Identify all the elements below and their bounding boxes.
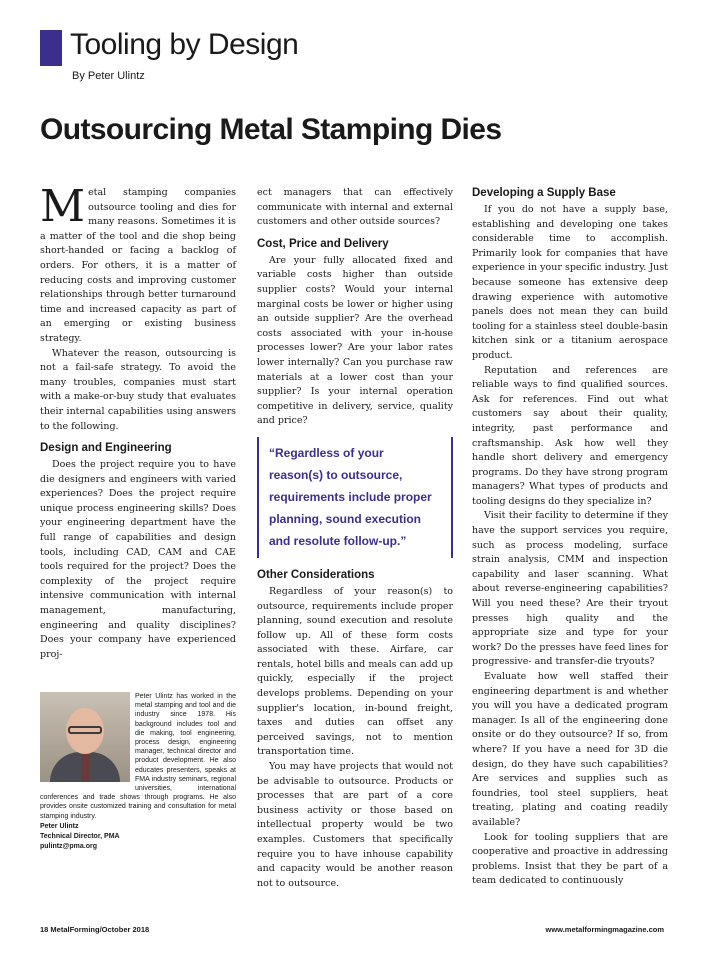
paragraph: Reputation and references are reliable ways to find qualified sources. Ask for references. Find out what customers say about their quality, integrity, past performance and craftsmanship. Ask how well they handle short delivery and emergency programs. Do they have strong program managers? What types of products and tooling designs do they specialize in? bbox=[472, 364, 668, 507]
column-2 bbox=[257, 186, 453, 891]
paragraph: Visit their facility to determine if they have the support services you require, such as process modeling, surface strain analysis, CMM and inspection capability and laser scanning. What about reverse-engineering capabilities? Will you need these? Are their tryout presses high quality and the appropriate size and type for your work? Do the presses have feed lines for progressive- and transfer-die tryouts? bbox=[472, 510, 668, 668]
page-footer-right[interactable]: www.metalformingmagazine.com bbox=[545, 925, 664, 934]
paragraph: Look for tooling suppliers that are cooperative and proactive in addressing problems. Insist that they be part of a team dedicated to continuously bbox=[472, 831, 668, 887]
author-photo bbox=[40, 692, 130, 782]
article-headline: Outsourcing Metal Stamping Dies bbox=[40, 113, 502, 146]
subhead-design-engineering: Design and Engineering bbox=[40, 442, 172, 455]
pull-quote: “Regardless of your reason(s) to outsource, requirements include proper planning, sound execution and resolute follow-up.” bbox=[257, 437, 453, 558]
subhead-supply-base: Developing a Supply Base bbox=[472, 187, 616, 199]
header-accent-bar bbox=[40, 30, 62, 66]
author-bio: Peter Ulintz has worked in the metal stamping and tool and die industry since 1978. His background includes tool and die making, tool engineering, process design, engineering manager, technical director and product development. He also educates presenters, speaks at FMA industry seminars, regional universities, international conferences and trade shows through programs. He also provides onsite customized training and consultation for metal stamping industry. bbox=[40, 693, 236, 820]
drop-cap: M bbox=[40, 181, 86, 232]
section-header bbox=[40, 30, 660, 66]
paragraph: You may have projects that would not be advisable to outsource. Products or processes that are part of a core business activity or those based on intellectual property would be two examples. Customers that specifically require you to have inhouse capability and capacity would be another reason not to outsource. bbox=[257, 761, 453, 889]
paragraph: Regardless of your reason(s) to outsource, requirements include proper planning, sound execution and resolute follow up. All of these form costs associated with these. Airfare, car rentals, hotel bills and meals can add up quickly, especially if the project develops problems. Depending on your supplier's location, in-bound freight, taxes and duties can offset any perceived savings, not to mention transportation time. bbox=[257, 585, 453, 758]
author-email[interactable]: pulintz@pma.org bbox=[40, 843, 97, 851]
paragraph: Evaluate how well staffed their engineering department is and whether you will you have a dedicated program manager. Is all of the engineering done onsite or do they outsource? If so, from where? If you have a need for 3D die design, do they have such capabilities? Are services and supplies such as foundries, tool steel suppliers, heat treating, plating and coating readily available? bbox=[472, 671, 668, 828]
paragraph: ect managers that can effectively communicate with internal and external customers and other outside sources? bbox=[257, 187, 453, 228]
paragraph: Metal stamping companies outsource tooling and dies for many reasons. Sometimes it is a matter of the tool and die shop being short-handed or facing a backlog of orders. For others, it is a matter of reducing costs and improving customer relationships through better turnaround time and increased capacity as part of an emerging or existing business strategy. bbox=[40, 181, 236, 344]
column-3 bbox=[472, 186, 668, 889]
byline: By Peter Ulintz bbox=[72, 70, 145, 82]
author-box bbox=[40, 692, 236, 851]
subhead-cost-price-delivery: Cost, Price and Delivery bbox=[257, 237, 389, 250]
section-title: Tooling by Design bbox=[70, 28, 299, 61]
author-name: Peter Ulintz bbox=[40, 822, 79, 830]
author-company: Technical Director, PMA bbox=[40, 833, 120, 841]
paragraph: Does the project require you to have die designers and engineers with varied experiences? Does the project require unique process engineering skills? Does your engineering department have the full range of capabilities and design tools, including CAD, CAM and CAE tools required for the project? Does the complexity of the project require intensive communication with internal management, manufacturing, engineering and quality disciplines? Does your company have experienced proj- bbox=[40, 459, 236, 660]
paragraph: Whatever the reason, outsourcing is not a fail-safe strategy. To avoid the many troubles, companies must start with a make-or-buy study that evaluates their internal capabilities using answers to the following. bbox=[40, 347, 236, 432]
page-footer-left: 18 MetalForming/October 2018 bbox=[40, 925, 150, 934]
paragraph: Are your fully allocated fixed and variable costs higher than outside supplier costs? Would your internal marginal costs be lower or higher using an outside supplier? Are the overhead costs associated with your in-house processes lower? Are your labor rates lower internally? Can you purchase raw materials at a lower cost than your supplier? Is your internal operation competitive in delivery, service, quality and price? bbox=[257, 254, 453, 427]
column-1 bbox=[40, 181, 236, 662]
paragraph: If you do not have a supply base, establishing and developing one takes considerable time to accomplish. Primarily look for companies that have experience in your specific industry. Just because someone has extensive deep drawing experience with automotive panels does not mean they can build tooling for a stainless steel double-basin kitchen sink or a titanium aerospace product. bbox=[472, 204, 668, 361]
subhead-other-considerations: Other Considerations bbox=[257, 568, 375, 581]
